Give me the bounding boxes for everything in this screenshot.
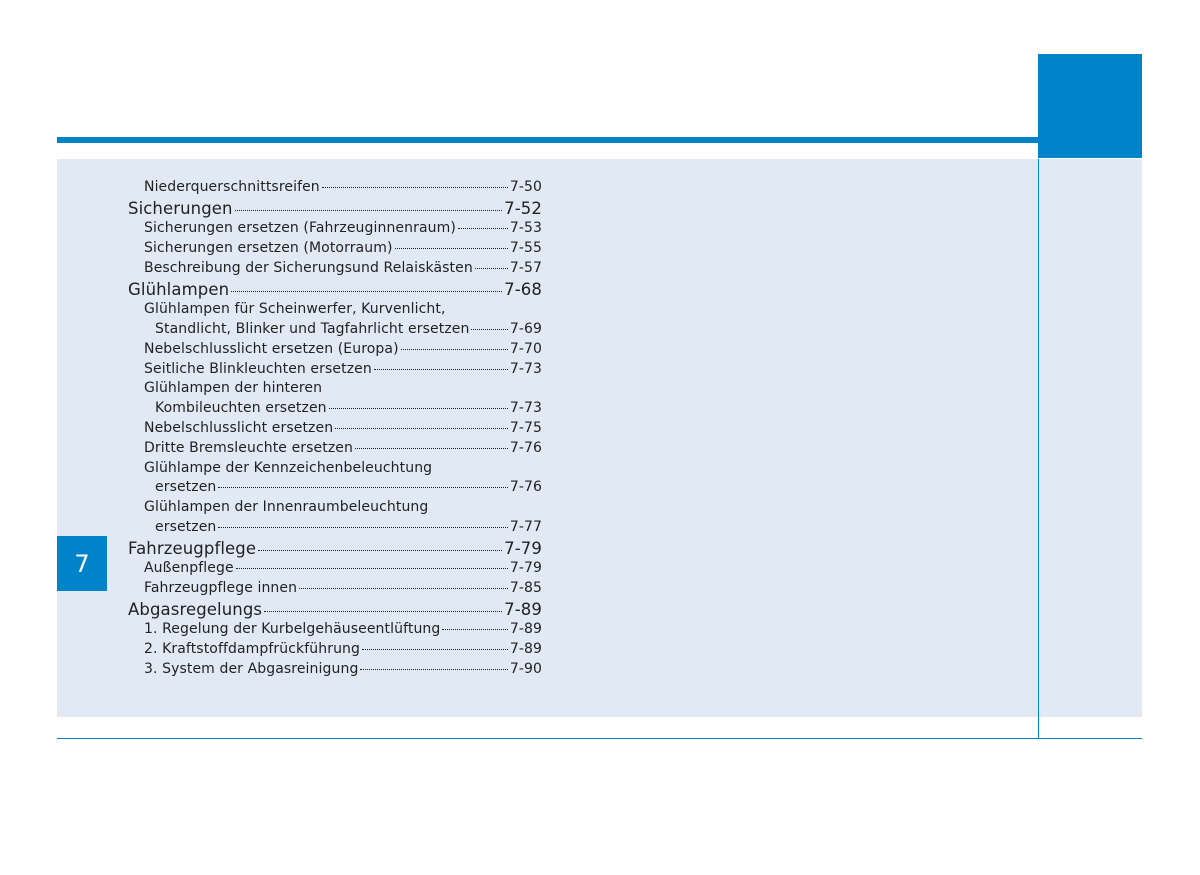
toc-entry[interactable] — [128, 340, 542, 360]
toc-entry-label: ersetzen — [155, 479, 217, 496]
toc-entry[interactable] — [128, 640, 542, 660]
toc-entry-label: Dritte Bremsleuchte ersetzen — [144, 439, 353, 456]
dot-leader — [329, 407, 508, 409]
toc-entry-page: 7-70 — [509, 340, 542, 357]
dot-leader — [264, 610, 502, 612]
toc-entry-label: Glühlampen der Innenraumbeleuchtung — [144, 499, 429, 516]
toc-entry[interactable] — [128, 419, 542, 439]
margin-divider — [1038, 159, 1039, 739]
dot-leader — [360, 668, 507, 670]
toc-entry-label: Glühlampen für Scheinwerfer, Kurvenlicht, — [144, 301, 446, 318]
toc-entry-label: Niederquerschnittsreifen — [144, 179, 320, 195]
toc-entry[interactable] — [128, 399, 542, 419]
toc-entry[interactable] — [128, 478, 542, 498]
dot-leader — [218, 526, 507, 528]
toc-entry-label: Nebelschlusslicht ersetzen (Europa) — [144, 340, 399, 357]
toc-entry-page: 7-52 — [504, 198, 542, 218]
toc-entry[interactable] — [128, 300, 542, 320]
dot-leader — [299, 587, 508, 589]
toc-entry-label: ersetzen — [155, 518, 217, 535]
dot-leader — [395, 247, 508, 249]
toc-section-entry[interactable] — [128, 538, 542, 560]
toc-entry-label: Glühlampen der hinteren — [144, 380, 323, 397]
toc-entry[interactable] — [128, 320, 542, 340]
dot-leader — [362, 648, 508, 650]
toc-entry[interactable] — [128, 518, 542, 538]
toc-entry-label: Kombileuchten ersetzen — [155, 400, 327, 417]
toc-entry-label: Glühlampe der Kennzeichenbeleuchtung — [144, 459, 433, 476]
toc-entry[interactable] — [128, 239, 542, 259]
dot-leader — [355, 447, 508, 449]
toc-entry-page: 7-90 — [509, 660, 542, 677]
toc-entry[interactable] — [128, 259, 542, 279]
dot-leader — [236, 567, 508, 569]
toc-entry-label: 1. Regelung der Kurbelgehäuseentlüftung — [144, 621, 441, 638]
toc-entry-page: 7-76 — [509, 439, 542, 456]
toc-entry-label: 3. System der Abgasreinigung — [144, 660, 359, 677]
toc-entry-page: 7-73 — [509, 360, 542, 377]
header-rule — [57, 137, 1038, 143]
dot-leader — [235, 209, 503, 211]
toc-entry-page: 7-50 — [509, 179, 542, 195]
toc-entry[interactable] — [128, 660, 542, 680]
toc-entry[interactable] — [128, 498, 542, 518]
chapter-number: 7 — [74, 549, 90, 578]
footer-rule — [57, 738, 1142, 739]
toc-entry-page: 7-85 — [509, 580, 542, 597]
toc-entry-label: Nebelschlusslicht ersetzen — [144, 419, 334, 436]
toc-entry-page: 7-79 — [504, 538, 542, 558]
toc-entry-label: Beschreibung der Sicherungsund Relaiskästen — [144, 259, 473, 276]
toc-entry[interactable] — [128, 579, 542, 599]
toc-entry-page: 7-68 — [504, 279, 542, 299]
dot-leader — [471, 328, 507, 330]
toc-entry-page: 7-79 — [509, 560, 542, 577]
toc-entry-page: 7-75 — [509, 419, 542, 436]
toc-entry-label: Fahrzeugpflege innen — [144, 580, 298, 597]
toc-entry-label: Abgasregelungs — [128, 599, 263, 619]
toc-entry-page: 7-69 — [509, 320, 542, 337]
toc-entry-label: Seitliche Blinkleuchten ersetzen — [144, 360, 372, 377]
dot-leader — [374, 368, 508, 370]
dot-leader — [475, 267, 508, 269]
dot-leader — [335, 427, 508, 429]
toc-entry-page: 7-53 — [509, 220, 542, 237]
toc-entry-page: 7-89 — [509, 621, 542, 638]
table-of-contents — [128, 178, 542, 680]
toc-entry[interactable] — [128, 559, 542, 579]
toc-entry-page: 7-89 — [509, 641, 542, 658]
toc-entry-page: 7-57 — [509, 259, 542, 276]
toc-entry-label: Sicherungen ersetzen (Motorraum) — [144, 240, 393, 257]
dot-leader — [258, 549, 502, 551]
toc-entry-label: 2. Kraftstoffdampfrückführung — [144, 641, 361, 658]
dot-leader — [218, 486, 507, 488]
toc-entry[interactable] — [128, 219, 542, 239]
dot-leader — [231, 290, 502, 292]
chapter-tab — [57, 536, 107, 591]
dot-leader — [322, 186, 508, 188]
toc-entry-label: Fahrzeugpflege — [128, 538, 257, 558]
dot-leader — [401, 348, 508, 350]
toc-entry[interactable] — [128, 360, 542, 380]
toc-entry-page: 7-77 — [509, 518, 542, 535]
toc-entry-label: Sicherungen — [128, 198, 233, 218]
dot-leader — [442, 628, 507, 630]
toc-entry-page: 7-55 — [509, 240, 542, 257]
chapter-corner-block — [1038, 54, 1142, 158]
toc-entry-page: 7-89 — [504, 599, 542, 619]
toc-entry-label: Sicherungen ersetzen (Fahrzeuginnenraum) — [144, 220, 456, 237]
toc-section-entry[interactable] — [128, 279, 542, 301]
toc-entry[interactable] — [128, 379, 542, 399]
toc-entry-label: Standlicht, Blinker und Tagfahrlicht ersetzen — [155, 320, 470, 337]
dot-leader — [458, 227, 508, 229]
toc-section-entry[interactable] — [128, 599, 542, 621]
toc-section-entry[interactable] — [128, 198, 542, 220]
toc-entry[interactable] — [128, 459, 542, 479]
toc-entry[interactable] — [128, 178, 542, 198]
toc-entry-label: Glühlampen — [128, 279, 230, 299]
toc-entry-page: 7-76 — [509, 479, 542, 496]
toc-entry-page: 7-73 — [509, 400, 542, 417]
toc-entry-label: Außenpflege — [144, 560, 234, 577]
toc-entry[interactable] — [128, 439, 542, 459]
toc-entry[interactable] — [128, 620, 542, 640]
